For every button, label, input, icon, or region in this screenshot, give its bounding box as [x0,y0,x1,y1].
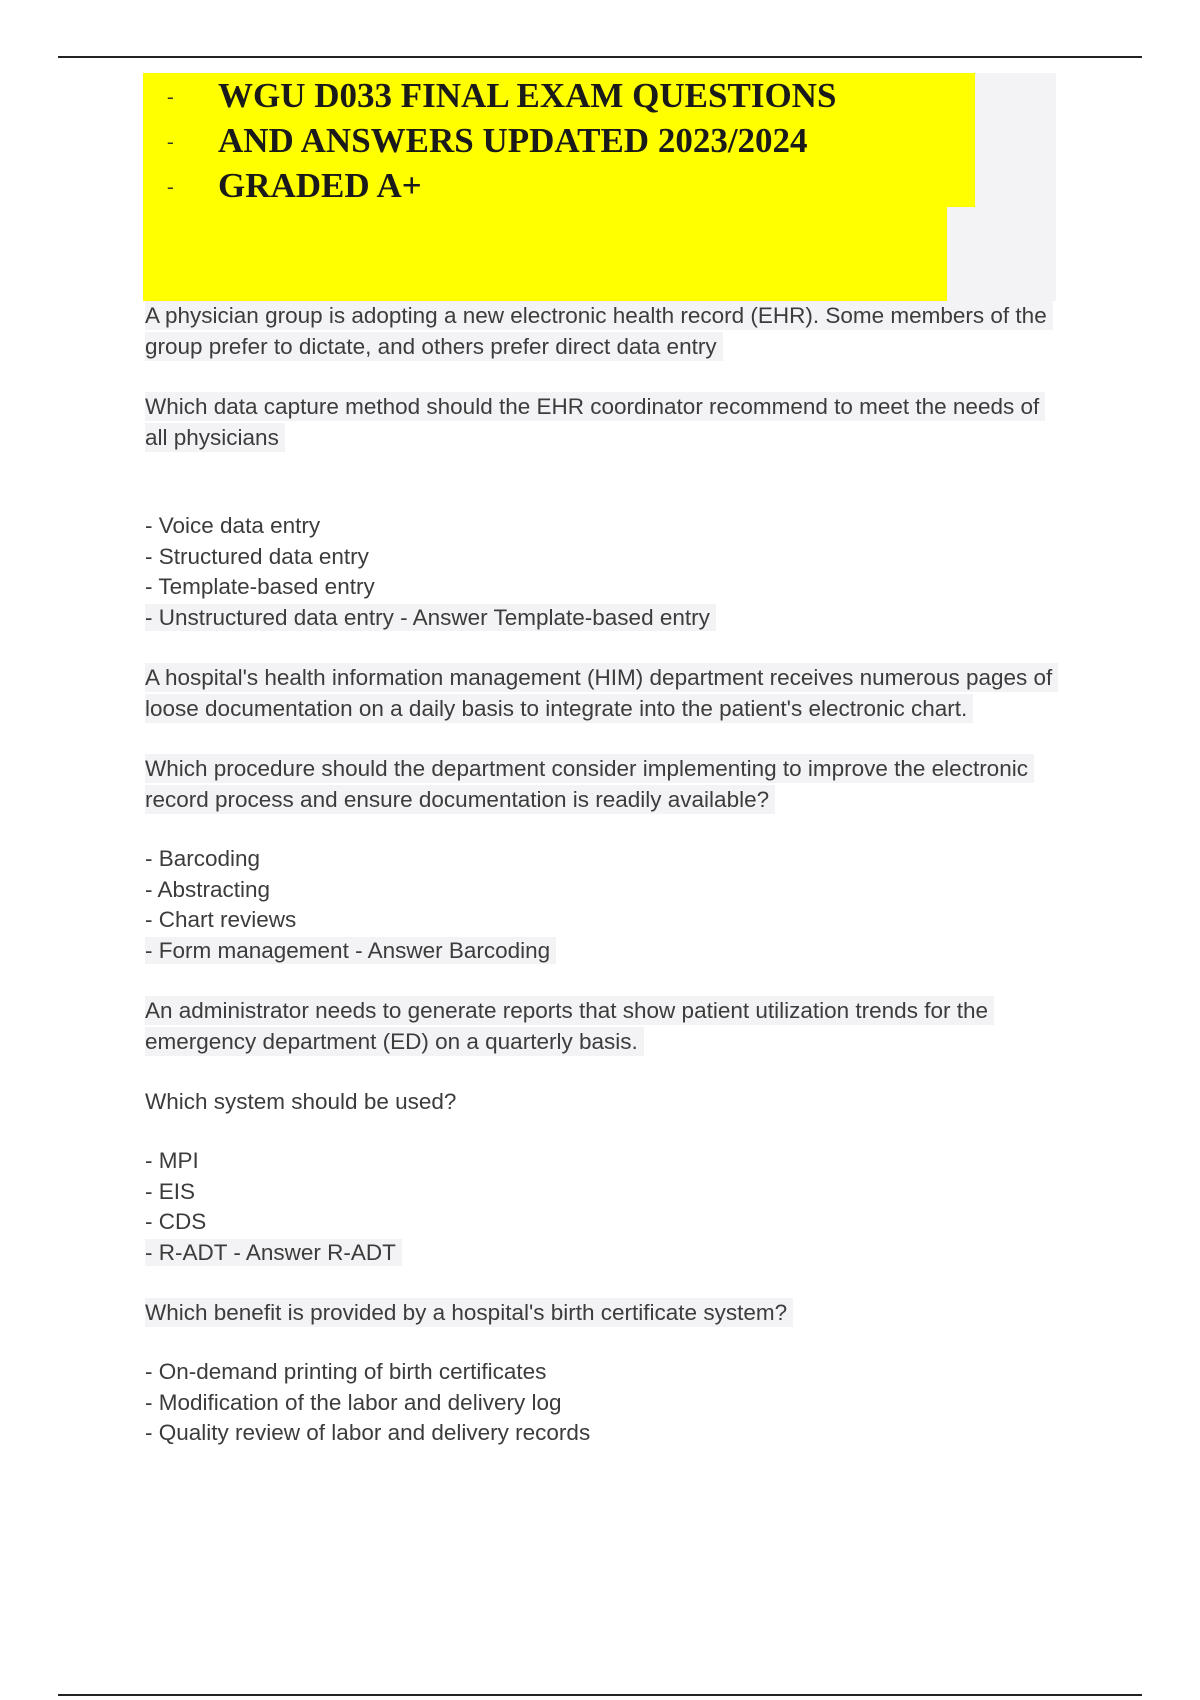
title-line [143,163,975,208]
answer-option-with-answer: - Form management - Answer Barcoding [145,936,1065,967]
answer-option: - MPI [145,1148,199,1173]
title-line [143,73,975,118]
question-stem-text: An administrator needs to generate reports that show patient utilization trends for the emergency department (ED) on a quarterly basis. [145,996,994,1056]
title-highlight-lower [143,205,947,301]
title-bullet: - [167,131,174,153]
answer-option-with-answer: - R-ADT - Answer R-ADT [145,1238,1065,1269]
answer-option: - EIS [145,1178,196,1204]
answer-option: - CDS [145,1209,207,1234]
question-prompt [145,1297,1065,1328]
question-stem-text: A hospital's health information management (HIM) department receives numerous pages of loose documentation on a daily basis to integrate into the patient's electronic chart. [145,663,1058,723]
title-text: WGU D033 FINAL EXAM QUESTIONS [218,76,837,115]
answer-option: - Quality review of labor and delivery records [145,1420,591,1445]
answer-option: - Barcoding [145,846,261,871]
answer-options [145,511,1065,633]
question-stem [145,995,1065,1057]
top-rule [58,56,1142,58]
title-line [143,118,975,163]
title-bullet: - [167,86,174,108]
answer-option: - Template-based entry [145,574,375,599]
question-prompt [145,1086,1065,1117]
answer-option: - On-demand printing of birth certificates [145,1359,547,1384]
answer-options [145,1357,1065,1449]
title-text: GRADED A+ [218,166,422,205]
question-prompt [145,391,1065,453]
bottom-rule [58,1694,1142,1696]
answer-option: - Chart reviews [145,907,297,932]
answer-options [145,844,1065,966]
question-prompt-text: Which procedure should the department consider implementing to improve the electronic record process and ensure documentation is readily available? [145,754,1034,814]
answer-option: - Abstracting [145,876,271,902]
question-prompt-text: Which benefit is provided by a hospital's birth certificate system? [145,1298,793,1327]
question-prompt [145,753,1065,815]
question-stem [145,300,1065,362]
question-prompt-text: Which data capture method should the EHR coordinator recommend to meet the needs of all physicians [145,392,1045,452]
title-bullet: - [167,176,174,198]
question-stem [145,662,1065,724]
question-prompt-text: Which system should be used? [145,1089,457,1114]
answer-option-with-answer: - Unstructured data entry - Answer Template-based entry [145,603,1065,634]
answer-option: - Modification of the labor and delivery log [145,1389,562,1415]
question-list [145,300,1065,1449]
title-text: AND ANSWERS UPDATED 2023/2024 [218,121,808,160]
answer-option: - Voice data entry [145,513,321,538]
answer-option: - Structured data entry [145,543,369,569]
answer-options [145,1146,1065,1268]
document-title [143,73,975,208]
question-stem-text: A physician group is adopting a new electronic health record (EHR). Some members of the group prefer to dictate, and others prefer direct data entry [145,301,1053,361]
